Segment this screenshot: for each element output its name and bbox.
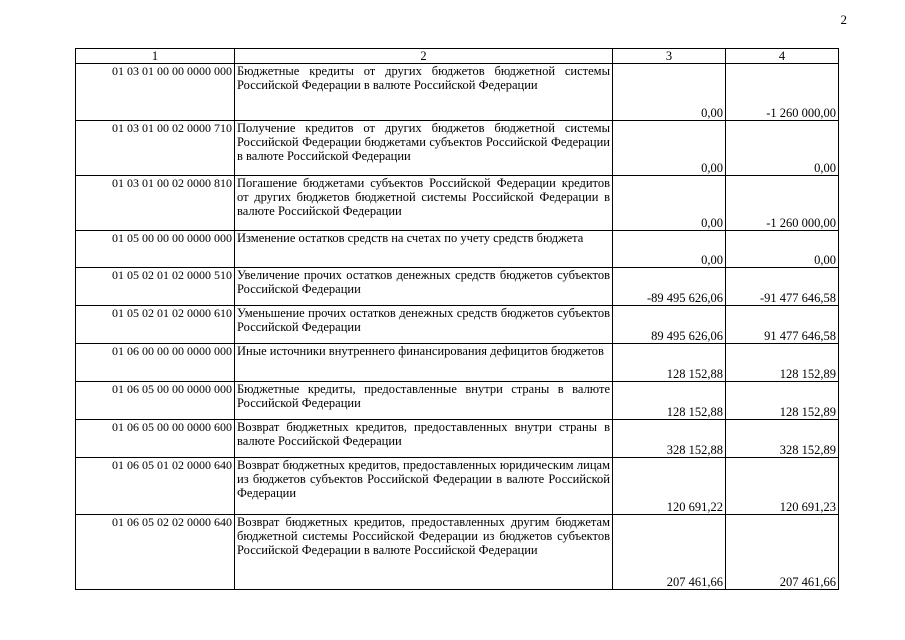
page-number: 2 (840, 12, 847, 27)
budget-code: 01 06 05 01 02 0000 640 (76, 458, 235, 515)
table-row (76, 176, 839, 231)
row-description: Погашение бюджетами субъектов Российской Федерации кредитов от других бюджетов бюджетной системы Российской Федерации в валюте Российской Федерации (235, 176, 613, 231)
table-row (76, 382, 839, 420)
amount-col4: 120 691,23 (726, 458, 839, 515)
header-col-1: 1 (76, 49, 235, 64)
table-row (76, 458, 839, 515)
amount-col4: 128 152,89 (726, 344, 839, 382)
budget-code: 01 06 05 02 02 0000 640 (76, 515, 235, 590)
amount-col3: 0,00 (613, 64, 726, 121)
table-row (76, 515, 839, 590)
budget-code: 01 03 01 00 02 0000 710 (76, 121, 235, 176)
table-row (76, 64, 839, 121)
row-description: Возврат бюджетных кредитов, предоставленных другим бюджетам бюджетной системы Российской Федерации из бюджетов субъектов Российской Федерации в валюте Российской Федерации (235, 515, 613, 590)
amount-col3: 207 461,66 (613, 515, 726, 590)
budget-code: 01 06 05 00 00 0000 600 (76, 420, 235, 458)
row-description: Бюджетные кредиты от других бюджетов бюджетной системы Российской Федерации в валюте Российской Федерации (235, 64, 613, 121)
amount-col3: 328 152,88 (613, 420, 726, 458)
amount-col3: 0,00 (613, 231, 726, 268)
table-row (76, 344, 839, 382)
amount-col4: -1 260 000,00 (726, 176, 839, 231)
row-description: Возврат бюджетных кредитов, предоставленных юридическим лицам из бюджетов субъектов Российской Федерации в валюте Российской Федерации (235, 458, 613, 515)
row-description: Бюджетные кредиты, предоставленные внутри страны в валюте Российской Федерации (235, 382, 613, 420)
amount-col3: 89 495 626,06 (613, 306, 726, 344)
budget-code: 01 03 01 00 00 0000 000 (76, 64, 235, 121)
amount-col4: 0,00 (726, 231, 839, 268)
table-row (76, 420, 839, 458)
row-description: Иные источники внутреннего финансирования дефицитов бюджетов (235, 344, 613, 382)
table-row (76, 231, 839, 268)
amount-col4: -1 260 000,00 (726, 64, 839, 121)
header-col-3: 3 (613, 49, 726, 64)
amount-col3: 128 152,88 (613, 344, 726, 382)
budget-code: 01 06 05 00 00 0000 000 (76, 382, 235, 420)
budget-code: 01 03 01 00 02 0000 810 (76, 176, 235, 231)
budget-code: 01 05 02 01 02 0000 510 (76, 268, 235, 306)
amount-col3: -89 495 626,06 (613, 268, 726, 306)
row-description: Изменение остатков средств на счетах по учету средств бюджета (235, 231, 613, 268)
budget-sources-table (75, 48, 839, 590)
budget-code: 01 05 00 00 00 0000 000 (76, 231, 235, 268)
row-description: Увеличение прочих остатков денежных средств бюджетов субъектов Российской Федерации (235, 268, 613, 306)
header-col-2: 2 (235, 49, 613, 64)
amount-col4: 207 461,66 (726, 515, 839, 590)
amount-col3: 120 691,22 (613, 458, 726, 515)
budget-code: 01 05 02 01 02 0000 610 (76, 306, 235, 344)
amount-col3: 0,00 (613, 176, 726, 231)
amount-col4: 328 152,89 (726, 420, 839, 458)
table-row (76, 306, 839, 344)
row-description: Возврат бюджетных кредитов, предоставленных внутри страны в валюте Российской Федерации (235, 420, 613, 458)
table-row (76, 268, 839, 306)
amount-col3: 0,00 (613, 121, 726, 176)
row-description: Уменьшение прочих остатков денежных средств бюджетов субъектов Российской Федерации (235, 306, 613, 344)
table-row (76, 121, 839, 176)
budget-code: 01 06 00 00 00 0000 000 (76, 344, 235, 382)
amount-col3: 128 152,88 (613, 382, 726, 420)
amount-col4: 91 477 646,58 (726, 306, 839, 344)
amount-col4: 128 152,89 (726, 382, 839, 420)
header-col-4: 4 (726, 49, 839, 64)
row-description: Получение кредитов от других бюджетов бюджетной системы Российской Федерации бюджетами субъектов Российской Федерации в валюте Российской Федерации (235, 121, 613, 176)
amount-col4: 0,00 (726, 121, 839, 176)
amount-col4: -91 477 646,58 (726, 268, 839, 306)
table-header-row (76, 49, 839, 64)
